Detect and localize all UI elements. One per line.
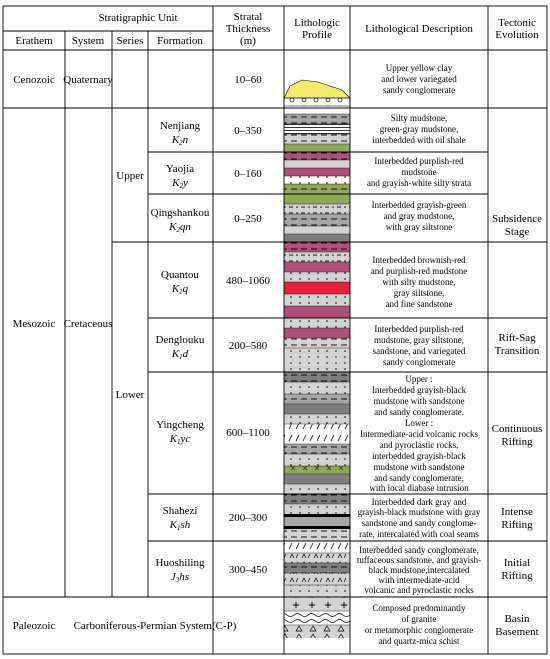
nenjiang-layer-4-pattern <box>284 134 350 144</box>
header-thickness-line-1: Stratal <box>233 11 263 23</box>
description-qingshankou-line-2: and gray mudstone, <box>383 211 455 221</box>
tectonic-subsidence-line-1: Subsidence <box>491 213 543 225</box>
header-profile-line-1: Lithologic <box>294 17 340 29</box>
formation-shahezi-symbol: K1sh <box>169 519 191 532</box>
qingshankou-layer-5 <box>284 234 350 242</box>
quantou-layer-4-pattern <box>284 272 350 282</box>
quantou-layer-2-pattern <box>284 252 350 262</box>
tectonic-intense-line-1: Intense <box>501 506 533 518</box>
description-basement-line-3: or metamorphic conglomerate <box>364 625 474 635</box>
huoshiling-layer-2-pattern <box>284 553 350 563</box>
header-formation: Formation <box>157 35 203 47</box>
erathem-paleozoic: Paleozoic <box>12 620 56 632</box>
tectonic-initial-line-2: Rifting <box>501 570 533 582</box>
basement-granite-pattern <box>284 597 350 611</box>
description-qingshankou-line-3: with gray siltstone <box>385 222 453 232</box>
yingcheng-layer-2-pattern <box>284 382 350 394</box>
lithologic-profile <box>284 80 350 638</box>
formation-labels <box>151 120 210 584</box>
tectonic-continuous-line-1: Continuous <box>491 423 543 435</box>
quaternary-clay-layer <box>284 80 350 98</box>
description-quaternary-line-1: Upper yellow clay <box>385 63 453 73</box>
qingshankou-layer-1 <box>284 194 350 204</box>
quaternary-conglomerate-layer <box>284 98 350 106</box>
description-quantou-line-5: and fine sandstone <box>385 299 453 309</box>
description-huoshiling-line-2: tuffaceous sandstone, and grayish- <box>356 555 482 565</box>
description-shahezi-line-3: sandstone and sandy conglome- <box>361 518 477 528</box>
yaojia-layer-4-pattern <box>284 176 350 184</box>
description-yingcheng-line-5: Lower : <box>404 418 434 428</box>
header-description: Lithological Description <box>365 23 473 35</box>
description-yaojia-line-1: Interbedded purplish-red <box>374 156 464 166</box>
header-thickness-line-3: (m) <box>240 35 256 47</box>
formation-shahezi-name: Shahezi <box>162 505 198 517</box>
huoshiling-layer-4-pattern <box>284 573 350 585</box>
description-denglouku-line-2: mudstone, gray siltstone, <box>374 335 464 345</box>
yingcheng-layer-1-pattern <box>284 372 350 382</box>
description-yingcheng-line-9: mudstone with sandstone <box>373 462 465 472</box>
description-shahezi-line-2: grayish-black mudstone with gray <box>357 507 481 517</box>
tectonic-subsidence-line-2: Stage <box>504 226 530 238</box>
yaojia-layer-5-pattern <box>284 184 350 194</box>
quantou-layer-7 <box>284 306 350 318</box>
thickness-denglouku: 200–580 <box>228 340 268 352</box>
quantou-layer-1-pattern <box>284 242 350 252</box>
unit-labels <box>13 74 237 632</box>
nenjiang-layer-1 <box>284 108 350 114</box>
header-stratigraphic-unit: Stratigraphic Unit <box>98 12 178 24</box>
system-carboniferous-permian: Carboniferous-Permian System(C-P) <box>73 620 237 632</box>
description-yingcheng-line-4: and sandy conglomerate. <box>374 407 464 417</box>
header-erathem: Erathem <box>15 35 53 47</box>
huoshiling-layer-3-pattern <box>284 563 350 573</box>
thickness-shahezi: 200–300 <box>228 512 268 524</box>
series-upper: Upper <box>116 170 144 182</box>
system-cretaceous: Cretaceous <box>63 318 113 330</box>
formation-huoshiling-symbol: J3hs <box>170 571 190 584</box>
header-profile-line-2: Profile <box>302 29 332 41</box>
formation-quantou-name: Quantou <box>161 269 199 281</box>
formation-yaojia-symbol: K2y <box>172 177 188 190</box>
shahezi-coal-seam-2 <box>284 526 350 529</box>
tectonic-basement-line-2: Basement <box>495 626 539 638</box>
description-yingcheng-line-10: and sandy conglomerate, <box>374 473 464 483</box>
formation-huoshiling-name: Huoshiling <box>155 557 205 569</box>
yingcheng-layer-6-pattern <box>284 424 350 444</box>
description-huoshiling-line-3: black mudstone,intercalated <box>368 565 470 575</box>
huoshiling-layer-5-pattern <box>284 585 350 597</box>
description-yingcheng-line-6: Intermediate-acid volcanic rocks <box>360 429 478 439</box>
basement-conglomerate-pattern <box>284 625 350 638</box>
basement-schist-pattern <box>284 611 350 625</box>
description-quaternary-line-2: and lower variegated <box>381 74 457 84</box>
description-quantou-line-1: Interbedded brownish-red <box>372 255 466 265</box>
description-qingshankou-line-1: Interbedded grayish-green <box>371 200 467 210</box>
yingcheng-layer-5-pattern <box>284 414 350 424</box>
description-yingcheng-line-7: and pyroclastic rocks, <box>379 440 459 450</box>
header-thickness-line-2: Thickness <box>225 23 271 35</box>
description-nenjiang-line-3: interbedded with oil shale <box>372 135 466 145</box>
tectonic-basement-line-1: Basin <box>504 613 530 625</box>
system-quaternary: Quaternary <box>63 74 113 86</box>
description-yingcheng-line-2: Interbedded grayish-black <box>371 385 467 395</box>
yingcheng-layer-10 <box>284 474 350 484</box>
yaojia-layer-3 <box>284 168 350 176</box>
description-quantou-line-2: and purplish-red mudstone <box>370 266 468 276</box>
yingcheng-layer-4 <box>284 404 350 414</box>
formation-qingshankou-name: Qingshankou <box>150 207 210 219</box>
nenjiang-layer-3 <box>284 124 350 134</box>
quantou-layer-3 <box>284 262 350 272</box>
thickness-huoshiling: 300–450 <box>228 564 268 576</box>
description-yaojia-line-3: and grayish-white silty strata <box>366 178 472 188</box>
qingshankou-layer-4 <box>284 226 350 234</box>
formation-nenjiang-name: Nenjiang <box>159 120 201 132</box>
formation-denglouku-symbol: K1d <box>171 348 189 361</box>
huoshiling-layer-1-pattern <box>284 541 350 553</box>
description-shahezi-line-4: rate, intercalated with coal seams <box>359 529 479 539</box>
header-tectonic-line-1: Tectonic <box>498 17 536 29</box>
formation-denglouku-name: Denglouku <box>155 334 205 346</box>
description-yingcheng-line-3: mudstone with sandstone <box>373 396 465 406</box>
description-shahezi-line-1: Interbedded dark gray and <box>371 497 467 507</box>
thickness-yingcheng: 600–1100 <box>226 427 270 439</box>
tectonic-rift-sag-line-1: Rift-Sag <box>498 332 536 344</box>
nenjiang-layer-2-pattern <box>284 114 350 124</box>
tectonic-rift-sag-line-2: Transition <box>494 345 540 357</box>
description-nenjiang-line-1: Silty mudstone, <box>390 113 448 123</box>
description-basement-line-4: and quartz-mica schist <box>378 636 460 646</box>
description-yingcheng-line-8: interbedded grayish-black <box>372 451 466 461</box>
thickness-nenjiang: 0–350 <box>234 125 262 137</box>
description-basement-line-1: Composed predominantly <box>372 603 466 613</box>
description-huoshiling-line-1: Interbedded sandy conglomerate, <box>359 545 479 555</box>
tectonic-continuous-line-2: Rifting <box>501 436 533 448</box>
tectonic-intense-line-2: Rifting <box>501 519 533 531</box>
shahezi-layer-3 <box>284 517 350 526</box>
description-basement-line-2: of granite <box>401 614 437 624</box>
description-quantou-line-4: gray siltstone, <box>393 288 445 298</box>
description-denglouku-line-1: Interbedded purplish-red <box>374 324 464 334</box>
header-tectonic-line-2: Evolution <box>495 29 539 41</box>
thickness-quaternary: 10–60 <box>234 74 262 86</box>
yingcheng-layer-9-pattern <box>284 466 350 474</box>
yingcheng-layer-7-pattern <box>284 444 350 454</box>
yaojia-layer-2 <box>284 160 350 168</box>
header-series: Series <box>116 35 144 47</box>
quantou-layer-5 <box>284 282 350 294</box>
denglouku-layer-4-pattern <box>284 348 350 372</box>
tectonic-evolution <box>492 213 543 638</box>
shahezi-layer-2-pattern <box>284 504 350 514</box>
qingshankou-layer-3-pattern <box>284 214 350 226</box>
table-header <box>15 11 539 47</box>
yingcheng-layer-11-pattern <box>284 484 350 494</box>
yaojia-layer-1-pattern <box>284 152 350 160</box>
thickness-values <box>226 74 271 576</box>
shahezi-layer-1-pattern <box>284 494 350 504</box>
shahezi-coal-seam-1 <box>284 514 350 517</box>
qingshankou-layer-2-pattern <box>284 204 350 214</box>
formation-nenjiang-symbol: K2n <box>171 134 189 147</box>
series-lower: Lower <box>115 389 145 401</box>
description-quaternary-line-3: sandy conglomerate <box>382 85 456 95</box>
description-yingcheng-line-11: with local diabase intrusion <box>369 483 469 493</box>
erathem-mesozoic: Mesozoic <box>12 318 56 330</box>
erathem-cenozoic: Cenozoic <box>13 74 55 86</box>
lithological-descriptions <box>357 63 481 646</box>
denglouku-layer-3-pattern <box>284 338 350 348</box>
shahezi-layer-4-pattern <box>284 529 350 541</box>
yingcheng-layer-8-pattern <box>284 454 350 466</box>
thickness-quantou: 480–1060 <box>226 275 270 287</box>
description-denglouku-line-3: sandstone, and variegated <box>372 346 466 356</box>
description-huoshiling-line-5: volcanic and pyroclastic rocks <box>364 585 474 595</box>
formation-quantou-symbol: K1q <box>171 283 189 296</box>
tectonic-initial-line-1: Initial <box>503 557 531 569</box>
denglouku-layer-1-pattern <box>284 318 350 328</box>
formation-qingshankou-symbol: K2qn <box>169 221 191 234</box>
thickness-qingshankou: 0–250 <box>234 213 262 225</box>
description-quantou-line-3: with silty mudstone, <box>382 277 456 287</box>
quantou-layer-6-pattern <box>284 294 350 306</box>
formation-yingcheng-name: Yingcheng <box>156 419 204 431</box>
description-yaojia-line-2: mudstone <box>401 167 437 177</box>
nenjiang-layer-5 <box>284 144 350 152</box>
formation-yingcheng-symbol: K1yc <box>169 433 191 446</box>
header-system: System <box>71 35 105 47</box>
denglouku-layer-2 <box>284 328 350 338</box>
description-yingcheng-line-1: Upper : <box>405 374 433 384</box>
description-nenjiang-line-2: green-gray mudstone, <box>379 124 459 134</box>
description-huoshiling-line-4: with intermediate-acid <box>378 575 460 585</box>
yingcheng-layer-3-pattern <box>284 394 350 404</box>
thickness-yaojia: 0–160 <box>234 168 262 180</box>
formation-yaojia-name: Yaojia <box>165 163 195 175</box>
description-denglouku-line-4: sandy conglomerate <box>382 357 456 367</box>
